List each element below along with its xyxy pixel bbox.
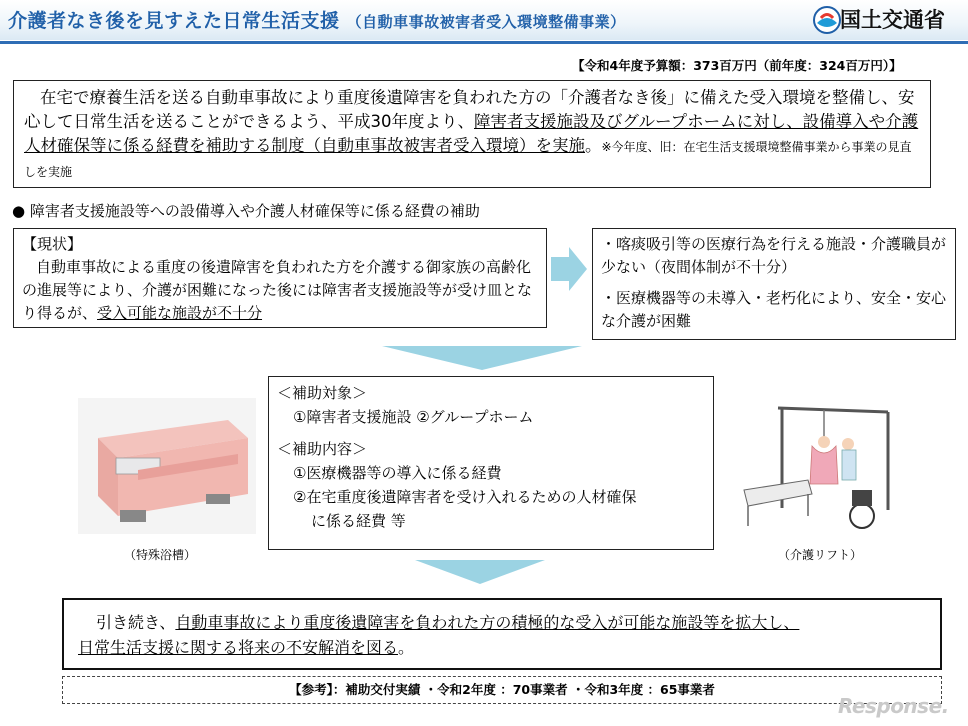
issue-item: ・喀痰吸引等の医療行為を行える施設・介護職員が少ない（夜間体制が不十分） — [601, 235, 947, 276]
mlit-emblem-icon — [812, 3, 842, 37]
subsidy-target-items: ①障害者支援施設 ②グループホーム — [293, 408, 534, 426]
issues-box — [592, 228, 956, 340]
subsidy-box — [268, 376, 714, 550]
current-situation-heading: 【現状】 — [22, 235, 83, 253]
conclusion-underlined-2: 日常生活支援に関する将来の不安解消を図る — [78, 638, 399, 657]
source-watermark: Response. — [838, 694, 949, 718]
intro-underlined: 障害者支援施設及びグループホームに対し、設備導入や介護人材確保等に係る経費を補助する制度（自動車事故被害者受入環境）を実施 — [24, 112, 919, 155]
subsidy-content-2-cont: に係る経費 等 — [311, 512, 406, 530]
subsidy-content-heading: ＜補助内容＞ — [277, 440, 368, 458]
current-situation-text: 自動車事故による重度の後遺障害を負われた方を介護する御家族の高齢化の進展等により、介護が困難になった後には障害者支援施設等が受け皿となり得るが、受入可能な施設が不十分 — [22, 258, 533, 322]
subsidy-target-heading: ＜補助対象＞ — [277, 384, 368, 402]
conclusion-underlined-1: 自動車事故により重度後遺障害を負われた方の積極的な受入が可能な施設等を拡大し、 — [175, 613, 800, 632]
arrow-down-icon — [382, 346, 582, 370]
arrow-right-icon — [551, 247, 587, 291]
bathtub-caption: （特殊浴槽） — [124, 548, 197, 562]
arrow-down-icon — [415, 560, 545, 584]
current-situation-box — [13, 228, 547, 328]
page-subtitle: （自動車事故被害者受入環境整備事業） — [346, 13, 626, 31]
lift-caption: （介護リフト） — [778, 548, 863, 562]
intro-box — [13, 80, 931, 188]
subsidy-content-2: ②在宅重度後遺障害者を受け入れるための人材確保 — [293, 488, 637, 506]
current-situation-underlined: 受入可能な施設が不十分 — [97, 304, 263, 322]
page-title: 介護者なき後を見すえた日常生活支援 （自動車事故被害者受入環境整備事業） — [8, 10, 626, 32]
intro-text: 在宅で療養生活を送る自動車事故により重度後遺障害を負われた方の「介護者なき後」に備えた受入環境を整備し、安心して日常生活を送ることができるよう、平成30年度より、 — [24, 88, 915, 131]
conclusion-end: 。 — [398, 638, 415, 657]
section-bullet: ● 障害者支援施設等への設備導入や介護人材確保等に係る経費の補助 — [12, 202, 480, 220]
special-bathtub-image — [78, 398, 256, 534]
ministry-name: 国土交通省 — [840, 8, 945, 32]
reference-note: 【参考】：補助交付実績 ・令和2年度 ：70事業者 ・令和3年度 ：65事業者 — [62, 676, 942, 704]
care-lift-image — [738, 398, 906, 538]
intro-note: ※今年度、旧：在宅生活支援環境整備事業から事業の見直しを実施 — [24, 140, 912, 179]
budget-note: 【令和4年度予算額：373百万円（前年度：324百万円）】 — [572, 58, 902, 73]
header-rule — [0, 41, 968, 44]
conclusion-box — [62, 598, 942, 670]
intro-period: 。 — [585, 136, 602, 155]
issue-item: ・医療機器等の未導入・老朽化により、安全・安心な介護が困難 — [601, 289, 947, 330]
conclusion-lead: 引き続き、 — [96, 613, 176, 632]
subsidy-content-1: ①医療機器等の導入に係る経費 — [293, 464, 502, 482]
